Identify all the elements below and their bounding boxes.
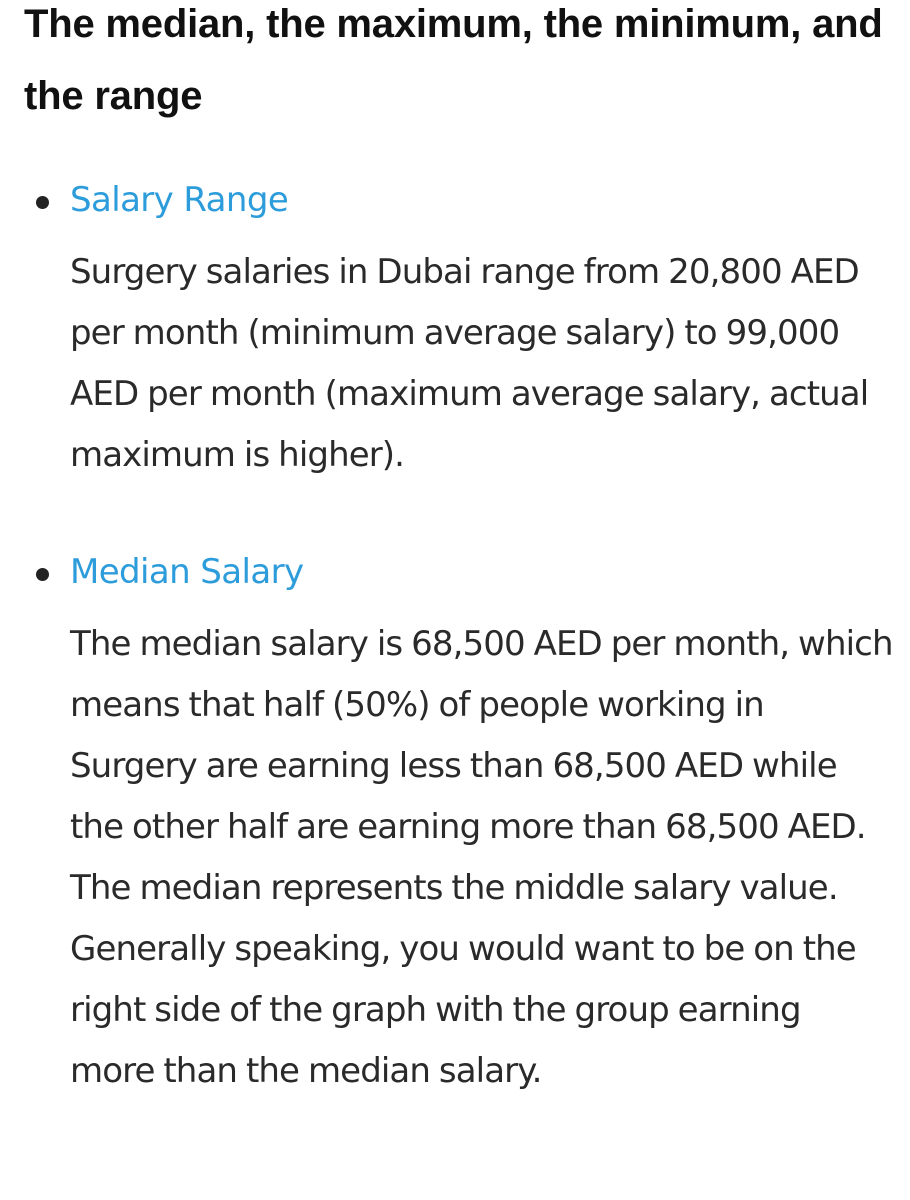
bullet-dot-icon: [36, 196, 49, 209]
article-section: [24, 0, 894, 1102]
median-salary-text: The median salary is 68,500 AED per month, which means that half (50%) of people working in Surgery are earning less than 68,500 AED while the other half are earning more than 68,500 AED. The median represents the middle salary value. Generally speaking, you would want to be on the right side of the graph with the group earning more than the median salary.: [70, 624, 893, 1091]
median-salary-link[interactable]: Median Salary: [70, 552, 304, 592]
section-heading: The median, the maximum, the minimum, and the range: [24, 2, 883, 118]
salary-range-text: Surgery salaries in Dubai range from 20,800 AED per month (minimum average salary) to 99,000 AED per month (maximum average salary, actual maximum is higher).: [70, 252, 869, 475]
list-item-salary-range: [24, 170, 894, 486]
stats-list: [24, 170, 894, 1102]
list-item-median-salary: [24, 542, 894, 1102]
bullet-dot-icon: [36, 568, 49, 581]
salary-range-link[interactable]: Salary Range: [70, 180, 289, 220]
